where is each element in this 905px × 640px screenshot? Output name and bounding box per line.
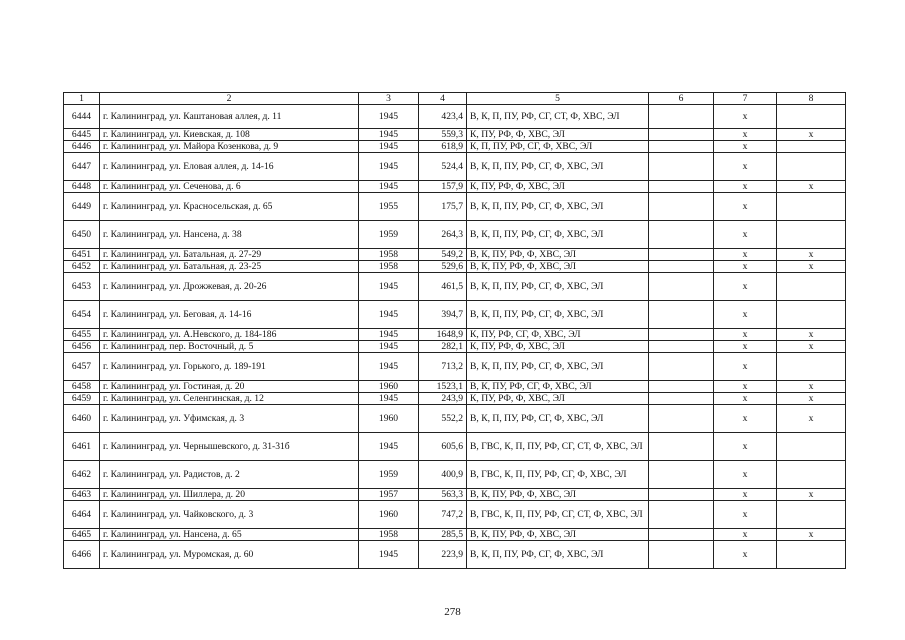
column-7-mark: х (714, 341, 777, 353)
area-value: 175,7 (419, 193, 467, 221)
address: г. Калининград, ул. Селенгинская, д. 12 (100, 393, 359, 405)
column-number-4: 4 (419, 93, 467, 105)
column-8-mark (777, 193, 846, 221)
column-6-mark (649, 273, 714, 301)
row-number: 6457 (64, 353, 100, 381)
column-8-mark (777, 353, 846, 381)
column-6-mark (649, 501, 714, 529)
year-built: 1960 (359, 405, 419, 433)
year-built: 1945 (359, 353, 419, 381)
column-8-mark (777, 301, 846, 329)
row-number: 6455 (64, 329, 100, 341)
table-row (64, 541, 846, 569)
engineering-systems: В, К, П, ПУ, РФ, СГ, Ф, ХВС, ЭЛ (467, 541, 649, 569)
table-row (64, 501, 846, 529)
column-6-mark (649, 261, 714, 273)
area-value: 605,6 (419, 433, 467, 461)
address: г. Калининград, ул. Киевская, д. 108 (100, 129, 359, 141)
column-8-mark: х (777, 261, 846, 273)
year-built: 1945 (359, 105, 419, 129)
address: г. Калининград, ул. Нансена, д. 65 (100, 529, 359, 541)
column-7-mark: х (714, 129, 777, 141)
column-7-mark: х (714, 393, 777, 405)
column-6-mark (649, 301, 714, 329)
address: г. Калининград, ул. Гостиная, д. 20 (100, 381, 359, 393)
address: г. Калининград, ул. Уфимская, д. 3 (100, 405, 359, 433)
engineering-systems: В, К, ПУ, РФ, Ф, ХВС, ЭЛ (467, 261, 649, 273)
table-row (64, 181, 846, 193)
year-built: 1960 (359, 381, 419, 393)
area-value: 529,6 (419, 261, 467, 273)
column-8-mark (777, 141, 846, 153)
address: г. Калининград, ул. Сеченова, д. 6 (100, 181, 359, 193)
column-8-mark (777, 273, 846, 301)
engineering-systems: К, ПУ, РФ, Ф, ХВС, ЭЛ (467, 393, 649, 405)
column-8-mark: х (777, 381, 846, 393)
engineering-systems: В, К, ПУ, РФ, Ф, ХВС, ЭЛ (467, 489, 649, 501)
column-8-mark: х (777, 329, 846, 341)
column-7-mark: х (714, 501, 777, 529)
area-value: 1648,9 (419, 329, 467, 341)
engineering-systems: В, К, П, ПУ, РФ, СГ, Ф, ХВС, ЭЛ (467, 193, 649, 221)
column-7-mark: х (714, 329, 777, 341)
column-8-mark: х (777, 393, 846, 405)
column-6-mark (649, 433, 714, 461)
column-7-mark: х (714, 529, 777, 541)
area-value: 559,3 (419, 129, 467, 141)
column-7-mark: х (714, 141, 777, 153)
area-value: 243,9 (419, 393, 467, 405)
year-built: 1945 (359, 393, 419, 405)
engineering-systems: К, ПУ, РФ, Ф, ХВС, ЭЛ (467, 341, 649, 353)
column-8-mark: х (777, 129, 846, 141)
column-number-8: 8 (777, 93, 846, 105)
engineering-systems: В, К, П, ПУ, РФ, СГ, Ф, ХВС, ЭЛ (467, 153, 649, 181)
area-value: 423,4 (419, 105, 467, 129)
table-row (64, 381, 846, 393)
year-built: 1945 (359, 129, 419, 141)
table-row (64, 353, 846, 381)
engineering-systems: В, К, ПУ, РФ, Ф, ХВС, ЭЛ (467, 529, 649, 541)
engineering-systems: В, К, П, ПУ, РФ, СГ, Ф, ХВС, ЭЛ (467, 221, 649, 249)
column-7-mark: х (714, 249, 777, 261)
row-number: 6465 (64, 529, 100, 541)
table-row (64, 341, 846, 353)
address: г. Калининград, ул. Нансена, д. 38 (100, 221, 359, 249)
column-7-mark: х (714, 461, 777, 489)
year-built: 1945 (359, 433, 419, 461)
area-value: 461,5 (419, 273, 467, 301)
column-6-mark (649, 193, 714, 221)
column-8-mark: х (777, 405, 846, 433)
area-value: 618,9 (419, 141, 467, 153)
area-value: 563,3 (419, 489, 467, 501)
address: г. Калининград, ул. Батальная, д. 27-29 (100, 249, 359, 261)
table-row (64, 221, 846, 249)
column-6-mark (649, 541, 714, 569)
year-built: 1945 (359, 301, 419, 329)
column-8-mark: х (777, 489, 846, 501)
address: г. Калининград, ул. Горького, д. 189-191 (100, 353, 359, 381)
table-row (64, 529, 846, 541)
column-6-mark (649, 381, 714, 393)
row-number: 6456 (64, 341, 100, 353)
column-number-3: 3 (359, 93, 419, 105)
column-8-mark: х (777, 341, 846, 353)
area-value: 713,2 (419, 353, 467, 381)
table-row (64, 393, 846, 405)
year-built: 1958 (359, 249, 419, 261)
column-8-mark: х (777, 181, 846, 193)
address: г. Калининград, ул. Еловая аллея, д. 14-16 (100, 153, 359, 181)
area-value: 223,9 (419, 541, 467, 569)
column-number-2: 2 (100, 93, 359, 105)
row-number: 6459 (64, 393, 100, 405)
row-number: 6464 (64, 501, 100, 529)
engineering-systems: В, ГВС, К, П, ПУ, РФ, СГ, СТ, Ф, ХВС, ЭЛ (467, 501, 649, 529)
register-table (63, 92, 846, 569)
address: г. Калининград, ул. Чернышевского, д. 31-31б (100, 433, 359, 461)
year-built: 1955 (359, 193, 419, 221)
area-value: 282,1 (419, 341, 467, 353)
address: г. Калининград, ул. Красносельская, д. 65 (100, 193, 359, 221)
year-built: 1945 (359, 341, 419, 353)
column-7-mark: х (714, 301, 777, 329)
address: г. Калининград, ул. Батальная, д. 23-25 (100, 261, 359, 273)
engineering-systems: В, К, П, ПУ, РФ, СГ, Ф, ХВС, ЭЛ (467, 353, 649, 381)
column-6-mark (649, 141, 714, 153)
engineering-systems: В, К, П, ПУ, РФ, СГ, Ф, ХВС, ЭЛ (467, 405, 649, 433)
column-7-mark: х (714, 433, 777, 461)
address: г. Калининград, ул. Каштановая аллея, д. 11 (100, 105, 359, 129)
engineering-systems: В, К, П, ПУ, РФ, СГ, Ф, ХВС, ЭЛ (467, 301, 649, 329)
row-number: 6460 (64, 405, 100, 433)
column-8-mark: х (777, 529, 846, 541)
engineering-systems: В, К, ПУ, РФ, Ф, ХВС, ЭЛ (467, 249, 649, 261)
column-7-mark: х (714, 181, 777, 193)
column-7-mark: х (714, 381, 777, 393)
engineering-systems: В, К, П, ПУ, РФ, СГ, Ф, ХВС, ЭЛ (467, 273, 649, 301)
area-value: 524,4 (419, 153, 467, 181)
engineering-systems: К, ПУ, РФ, Ф, ХВС, ЭЛ (467, 181, 649, 193)
table-row (64, 261, 846, 273)
address: г. Калининград, ул. Чайковского, д. 3 (100, 501, 359, 529)
column-6-mark (649, 105, 714, 129)
address: г. Калининград, ул. А.Невского, д. 184-186 (100, 329, 359, 341)
column-8-mark (777, 433, 846, 461)
area-value: 552,2 (419, 405, 467, 433)
year-built: 1945 (359, 329, 419, 341)
column-7-mark: х (714, 105, 777, 129)
register-table-body (64, 93, 846, 569)
column-6-mark (649, 329, 714, 341)
table-row (64, 129, 846, 141)
area-value: 1523,1 (419, 381, 467, 393)
address: г. Калининград, ул. Беговая, д. 14-16 (100, 301, 359, 329)
year-built: 1945 (359, 181, 419, 193)
table-row (64, 153, 846, 181)
column-6-mark (649, 529, 714, 541)
engineering-systems: В, К, П, ПУ, РФ, СГ, СТ, Ф, ХВС, ЭЛ (467, 105, 649, 129)
column-6-mark (649, 353, 714, 381)
table-row (64, 301, 846, 329)
area-value: 400,9 (419, 461, 467, 489)
engineering-systems: В, ГВС, К, П, ПУ, РФ, СГ, Ф, ХВС, ЭЛ (467, 461, 649, 489)
address: г. Калининград, ул. Шиллера, д. 20 (100, 489, 359, 501)
row-number: 6466 (64, 541, 100, 569)
column-8-mark: х (777, 249, 846, 261)
column-6-mark (649, 249, 714, 261)
area-value: 285,5 (419, 529, 467, 541)
area-value: 549,2 (419, 249, 467, 261)
row-number: 6454 (64, 301, 100, 329)
column-7-mark: х (714, 261, 777, 273)
column-6-mark (649, 393, 714, 405)
year-built: 1958 (359, 529, 419, 541)
row-number: 6458 (64, 381, 100, 393)
engineering-systems: К, П, ПУ, РФ, СГ, Ф, ХВС, ЭЛ (467, 141, 649, 153)
row-number: 6449 (64, 193, 100, 221)
area-value: 264,3 (419, 221, 467, 249)
column-6-mark (649, 153, 714, 181)
table-row (64, 141, 846, 153)
year-built: 1960 (359, 501, 419, 529)
row-number: 6450 (64, 221, 100, 249)
page-number: 278 (444, 606, 461, 618)
column-number-6: 6 (649, 93, 714, 105)
address: г. Калининград, ул. Майора Козенкова, д. 9 (100, 141, 359, 153)
column-8-mark (777, 221, 846, 249)
column-number-5: 5 (467, 93, 649, 105)
column-6-mark (649, 129, 714, 141)
column-8-mark (777, 461, 846, 489)
engineering-systems: К, ПУ, РФ, СГ, Ф, ХВС, ЭЛ (467, 329, 649, 341)
column-8-mark (777, 541, 846, 569)
row-number: 6444 (64, 105, 100, 129)
column-number-row (64, 93, 846, 105)
column-number-1: 1 (64, 93, 100, 105)
row-number: 6445 (64, 129, 100, 141)
table-row (64, 329, 846, 341)
year-built: 1959 (359, 221, 419, 249)
table-row (64, 105, 846, 129)
table-row (64, 461, 846, 489)
year-built: 1958 (359, 261, 419, 273)
column-6-mark (649, 461, 714, 489)
engineering-systems: К, ПУ, РФ, Ф, ХВС, ЭЛ (467, 129, 649, 141)
column-7-mark: х (714, 353, 777, 381)
address: г. Калининград, пер. Восточный, д. 5 (100, 341, 359, 353)
column-7-mark: х (714, 273, 777, 301)
column-6-mark (649, 181, 714, 193)
row-number: 6453 (64, 273, 100, 301)
engineering-systems: В, К, ПУ, РФ, СГ, Ф, ХВС, ЭЛ (467, 381, 649, 393)
area-value: 394,7 (419, 301, 467, 329)
address: г. Калининград, ул. Муромская, д. 60 (100, 541, 359, 569)
column-6-mark (649, 341, 714, 353)
row-number: 6448 (64, 181, 100, 193)
year-built: 1945 (359, 153, 419, 181)
row-number: 6451 (64, 249, 100, 261)
row-number: 6452 (64, 261, 100, 273)
engineering-systems: В, ГВС, К, П, ПУ, РФ, СГ, СТ, Ф, ХВС, ЭЛ (467, 433, 649, 461)
row-number: 6461 (64, 433, 100, 461)
column-8-mark (777, 105, 846, 129)
year-built: 1959 (359, 461, 419, 489)
table-row (64, 433, 846, 461)
area-value: 157,9 (419, 181, 467, 193)
year-built: 1945 (359, 273, 419, 301)
column-7-mark: х (714, 405, 777, 433)
row-number: 6447 (64, 153, 100, 181)
column-8-mark (777, 153, 846, 181)
table-row (64, 193, 846, 221)
column-7-mark: х (714, 541, 777, 569)
column-8-mark (777, 501, 846, 529)
column-7-mark: х (714, 489, 777, 501)
column-7-mark: х (714, 221, 777, 249)
column-6-mark (649, 405, 714, 433)
table-row (64, 489, 846, 501)
column-7-mark: х (714, 193, 777, 221)
row-number: 6463 (64, 489, 100, 501)
table-row (64, 273, 846, 301)
area-value: 747,2 (419, 501, 467, 529)
year-built: 1945 (359, 141, 419, 153)
row-number: 6462 (64, 461, 100, 489)
row-number: 6446 (64, 141, 100, 153)
address: г. Калининград, ул. Радистов, д. 2 (100, 461, 359, 489)
table-row (64, 249, 846, 261)
table-row (64, 405, 846, 433)
column-6-mark (649, 221, 714, 249)
column-number-7: 7 (714, 93, 777, 105)
year-built: 1957 (359, 489, 419, 501)
year-built: 1945 (359, 541, 419, 569)
address: г. Калининград, ул. Дрожжевая, д. 20-26 (100, 273, 359, 301)
column-6-mark (649, 489, 714, 501)
column-7-mark: х (714, 153, 777, 181)
